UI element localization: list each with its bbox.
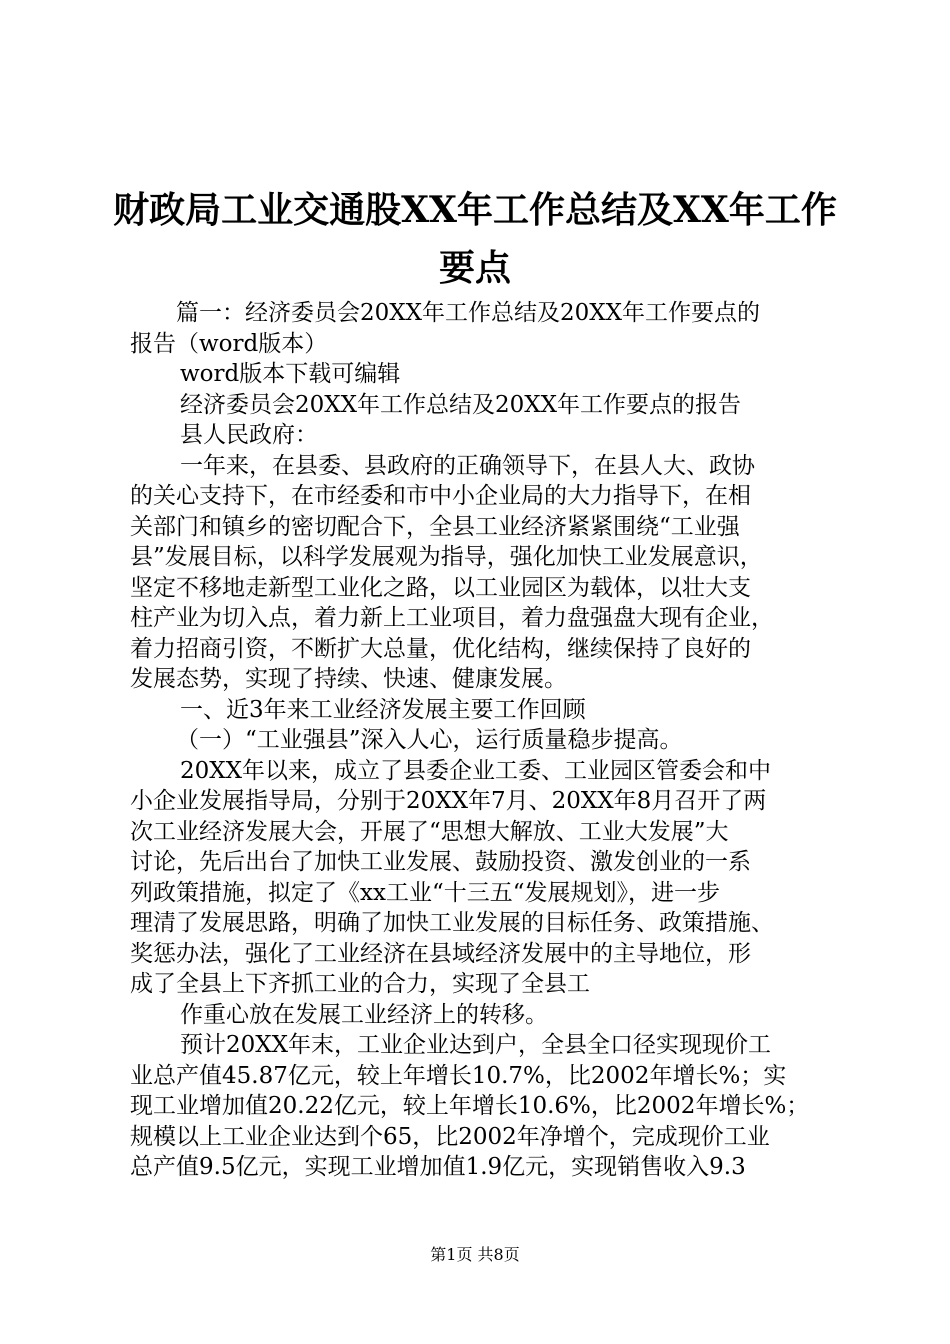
paragraph-line: 20XX年以来，成立了县委企业工委、工业园区管委会和中	[180, 757, 772, 784]
paragraph-line: 成了全县上下齐抓工业的合力，实现了全县工	[130, 971, 590, 997]
paragraph-line: 预计20XX年末，工业企业达到户，全县全口径实现现价工	[180, 1032, 772, 1058]
document-body	[130, 298, 830, 1183]
paragraph-line: 业总产值45.87亿元，较上年增长10.7%，比2002年增长%；实	[130, 1062, 787, 1089]
paragraph-line: （一）“工业强县”深入人心，运行质量稳步提高。	[176, 727, 683, 753]
paragraph-line: 县”发展目标，以科学发展观为指导，强化加快工业发展意识，	[130, 544, 763, 570]
paragraph-line: 报告（word版本）	[130, 330, 328, 357]
paragraph-line: 现工业增加值20.22亿元，较上年增长10.6%，比2002年增长%；	[130, 1093, 810, 1119]
paragraph-line: 列政策措施，拟定了《xx工业“十三五“发展规划》，进一步	[130, 879, 720, 906]
paragraph-line: 柱产业为切入点，着力新上工业项目，着力盘强盘大现有企业，	[130, 605, 774, 631]
paragraph-line: 奖惩办法，强化了工业经济在县域经济发展中的主导地位，形	[130, 940, 751, 967]
paragraph-line: 发展态势，实现了持续、快速、健康发展。	[130, 666, 567, 692]
paragraph-line: 篇一：经济委员会20XX年工作总结及20XX年工作要点的	[176, 300, 761, 326]
paragraph-line: 小企业发展指导局，分别于20XX年7月、20XX年8月召开了两	[130, 788, 767, 814]
paragraph-line: 规模以上工业企业达到个65，比2002年净增个，完成现价工业	[130, 1123, 770, 1150]
paragraph-line: 关部门和镇乡的密切配合下，全县工业经济紧紧围绕“工业强	[130, 513, 740, 540]
paragraph-line: 坚定不移地走新型工业化之路，以工业园区为载体，以壮大支	[130, 574, 751, 601]
document-title-line-2: 要点	[438, 247, 511, 289]
paragraph-line: 着力招商引资，不断扩大总量，优化结构，继续保持了良好的	[130, 635, 751, 662]
paragraph-line: 的关心支持下，在市经委和市中小企业局的大力指导下，在相	[130, 483, 751, 509]
paragraph-line: 一年来，在县委、县政府的正确领导下，在县人大、政协	[180, 452, 755, 479]
paragraph-line: 经济委员会20XX年工作总结及20XX年工作要点的报告	[180, 391, 742, 418]
paragraph-line: 讨论，先后出台了加快工业发展、鼓励投资、激发创业的一系	[130, 849, 751, 875]
page-footer: 第1页 共8页	[430, 1245, 520, 1264]
paragraph-line: 一、近3年来工业经济发展主要工作回顾	[180, 696, 586, 723]
paragraph-line: 县人民政府：	[180, 422, 318, 448]
paragraph-line: 次工业经济发展大会，开展了“思想大解放、工业大发展”大	[130, 818, 729, 845]
paragraph-line: word版本下载可编辑	[180, 361, 401, 387]
document-title-line-1: 财政局工业交通股XX年工作总结及XX年工作	[113, 189, 837, 231]
paragraph-line: 总产值9.5亿元，实现工业增加值1.9亿元，实现销售收入9.3	[130, 1154, 746, 1180]
paragraph-line: 作重心放在发展工业经济上的转移。	[180, 1001, 548, 1028]
paragraph-line: 理清了发展思路，明确了加快工业发展的目标任务、政策措施、	[130, 910, 774, 936]
